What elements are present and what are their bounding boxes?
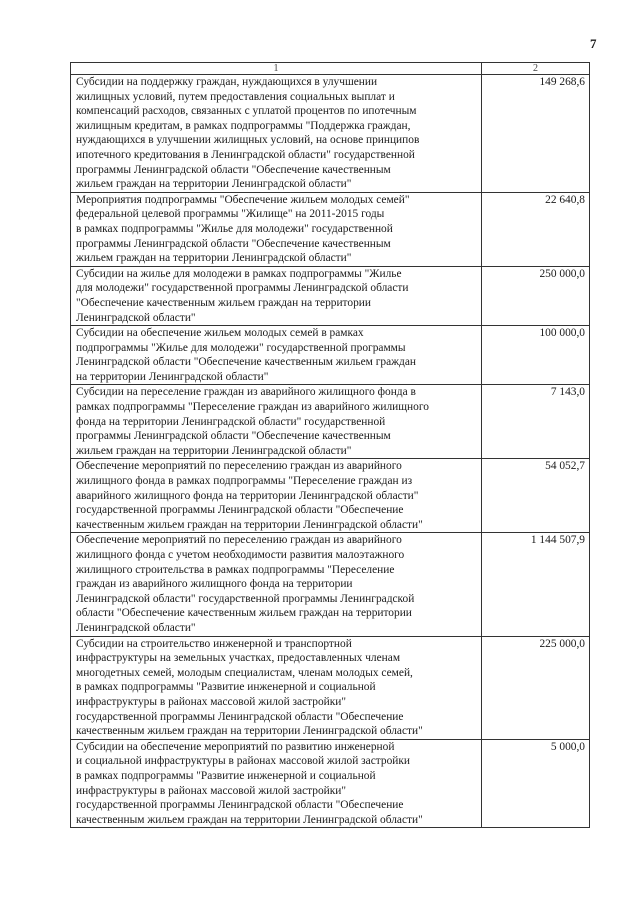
table-row bbox=[71, 266, 590, 325]
description-line: ипотечного кредитования в Ленинградской области" государственной bbox=[76, 148, 415, 161]
description-line: Ленинградской области "Обеспечение качественным жильем граждан bbox=[76, 356, 416, 369]
table-row bbox=[71, 75, 590, 193]
row-description bbox=[71, 636, 482, 739]
description-line: Субсидии на обеспечение мероприятий по развитию инженерной bbox=[76, 740, 395, 753]
description-line: Субсидии на строительство инженерной и транспортной bbox=[76, 637, 352, 650]
description-line: подпрограммы "Жилье для молодежи" государственной программы bbox=[76, 341, 406, 354]
description-line: Субсидии на обеспечение жильем молодых семей в рамках bbox=[76, 327, 364, 340]
description-line: жилищного фонда в рамках подпрограммы "Переселение граждан из bbox=[76, 475, 413, 488]
row-amount: 250 000,0 bbox=[482, 266, 590, 325]
row-description bbox=[71, 326, 482, 385]
description-line: инфраструктуры в районах массовой жилой застройки" bbox=[76, 695, 347, 708]
column-header-description: 1 bbox=[71, 63, 482, 75]
table-row bbox=[71, 636, 590, 739]
row-description bbox=[71, 385, 482, 459]
description-line: инфраструктуры на земельных участках, предоставленных членам bbox=[76, 652, 401, 665]
description-line: Ленинградской области" bbox=[76, 621, 196, 634]
table-row bbox=[71, 326, 590, 385]
description-line: жильем граждан на территории Ленинградской области" bbox=[76, 252, 352, 265]
description-line: в рамках подпрограммы "Жилье для молодежи" государственной bbox=[76, 222, 393, 235]
row-amount: 225 000,0 bbox=[482, 636, 590, 739]
description-line: Субсидии на жилье для молодежи в рамках подпрограммы "Жилье bbox=[76, 267, 402, 280]
description-line: и социальной инфраструктуры в районах массовой жилой застройки bbox=[76, 755, 411, 768]
description-line: компенсаций расходов, связанных с уплатой процентов по ипотечным bbox=[76, 105, 417, 118]
description-line: государственной программы Ленинградской области "Обеспечение bbox=[76, 710, 404, 723]
description-line: нуждающихся в улучшении жилищных условий, на основе принципов bbox=[76, 134, 420, 147]
description-line: Обеспечение мероприятий по переселению граждан из аварийного bbox=[76, 460, 402, 473]
description-line: программы Ленинградской области "Обеспечение качественным bbox=[76, 430, 391, 443]
row-amount: 5 000,0 bbox=[482, 739, 590, 828]
description-line: области "Обеспечение качественным жильем граждан на территории bbox=[76, 607, 412, 620]
description-line: качественным жильем граждан на территории Ленинградской области" bbox=[76, 518, 423, 531]
description-line: рамках подпрограммы "Переселение граждан из аварийного жилищного bbox=[76, 401, 429, 414]
description-line: граждан из аварийного жилищного фонда на территории bbox=[76, 578, 353, 591]
table-row bbox=[71, 192, 590, 266]
description-line: жильем граждан на территории Ленинградской области" bbox=[76, 178, 352, 191]
row-amount: 54 052,7 bbox=[482, 459, 590, 533]
row-description bbox=[71, 75, 482, 193]
row-description bbox=[71, 533, 482, 636]
row-amount: 100 000,0 bbox=[482, 326, 590, 385]
row-description bbox=[71, 739, 482, 828]
page-number: 7 bbox=[590, 36, 597, 51]
description-line: качественным жильем граждан на территории Ленинградской области" bbox=[76, 725, 423, 738]
table-row bbox=[71, 459, 590, 533]
description-line: в рамках подпрограммы "Развитие инженерной и социальной bbox=[76, 681, 376, 694]
description-line: фонда на территории Ленинградской области" государственной bbox=[76, 415, 386, 428]
description-line: программы Ленинградской области "Обеспечение качественным bbox=[76, 163, 391, 176]
table-row bbox=[71, 739, 590, 828]
budget-table bbox=[70, 62, 590, 828]
description-line: Мероприятия подпрограммы "Обеспечение жильем молодых семей" bbox=[76, 193, 410, 206]
description-line: жилищного строительства в рамках подпрограммы "Переселение bbox=[76, 563, 395, 576]
description-line: жильем граждан на территории Ленинградской области" bbox=[76, 444, 352, 457]
table-body bbox=[71, 75, 590, 828]
description-line: многодетных семей, молодым специалистам, членам молодых семей, bbox=[76, 666, 413, 679]
description-line: государственной программы Ленинградской области "Обеспечение bbox=[76, 504, 404, 517]
description-line: качественным жильем граждан на территории Ленинградской области" bbox=[76, 813, 423, 826]
table-row bbox=[71, 385, 590, 459]
description-line: Обеспечение мероприятий по переселению граждан из аварийного bbox=[76, 534, 402, 547]
description-line: Ленинградской области" государственной программы Ленинградской bbox=[76, 592, 415, 605]
description-line: аварийного жилищного фонда на территории Ленинградской области" bbox=[76, 489, 419, 502]
description-line: Субсидии на поддержку граждан, нуждающихся в улучшении bbox=[76, 76, 378, 88]
description-line: для молодежи" государственной программы Ленинградской области bbox=[76, 282, 409, 295]
table-row bbox=[71, 533, 590, 636]
description-line: Субсидии на переселение граждан из аварийного жилищного фонда в bbox=[76, 386, 416, 399]
row-amount: 7 143,0 bbox=[482, 385, 590, 459]
description-line: на территории Ленинградской области" bbox=[76, 370, 269, 383]
description-line: Ленинградской области" bbox=[76, 311, 196, 324]
description-line: инфраструктуры в районах массовой жилой застройки" bbox=[76, 784, 347, 797]
description-line: жилищным кредитам, в рамках подпрограммы "Поддержка граждан, bbox=[76, 119, 411, 132]
row-description bbox=[71, 266, 482, 325]
description-line: государственной программы Ленинградской области "Обеспечение bbox=[76, 799, 404, 812]
row-amount: 1 144 507,9 bbox=[482, 533, 590, 636]
row-description bbox=[71, 192, 482, 266]
description-line: программы Ленинградской области "Обеспечение качественным bbox=[76, 237, 391, 250]
row-description bbox=[71, 459, 482, 533]
row-amount: 22 640,8 bbox=[482, 192, 590, 266]
description-line: жилищных условий, путем предоставления социальных выплат и bbox=[76, 90, 395, 103]
description-line: федеральной целевой программы "Жилище" на 2011-2015 годы bbox=[76, 208, 385, 221]
column-header-amount: 2 bbox=[482, 63, 590, 75]
description-line: жилищного фонда с учетом необходимости развития малоэтажного bbox=[76, 549, 405, 561]
description-line: "Обеспечение качественным жильем граждан на территории bbox=[76, 296, 371, 309]
row-amount: 149 268,6 bbox=[482, 75, 590, 193]
description-line: в рамках подпрограммы "Развитие инженерной и социальной bbox=[76, 769, 376, 782]
table-header-row bbox=[71, 63, 590, 75]
